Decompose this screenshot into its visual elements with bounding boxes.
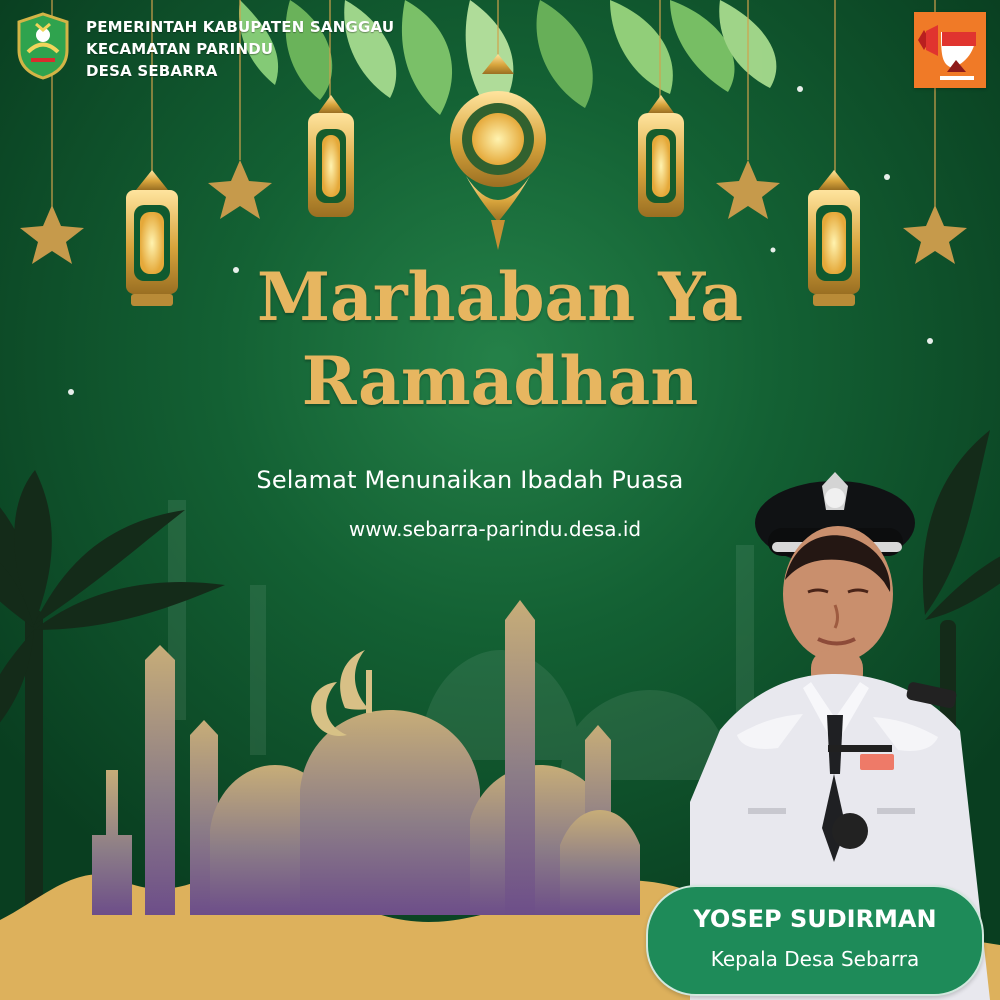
header-block	[14, 12, 434, 82]
government-line-3: DESA SEBARRA	[86, 62, 218, 80]
government-line-1: PEMERINTAH KABUPATEN SANGGAU	[86, 18, 395, 36]
district-emblem-icon	[14, 12, 72, 80]
page-title	[210, 255, 790, 423]
name-card	[646, 885, 984, 996]
person-role: Kepala Desa Sebarra	[710, 947, 920, 971]
person-name: YOSEP SUDIRMAN	[693, 905, 937, 933]
government-line-2: KECAMATAN PARINDU	[86, 40, 274, 58]
website-url: www.sebarra-parindu.desa.id	[348, 517, 642, 541]
greeting-subtitle: Selamat Menunaikan Ibadah Puasa	[256, 466, 684, 494]
government-title	[86, 16, 426, 82]
title-line-1: Marhaban Ya	[257, 258, 743, 336]
title-line-2: Ramadhan	[301, 342, 699, 420]
program-badge-icon	[914, 12, 986, 88]
